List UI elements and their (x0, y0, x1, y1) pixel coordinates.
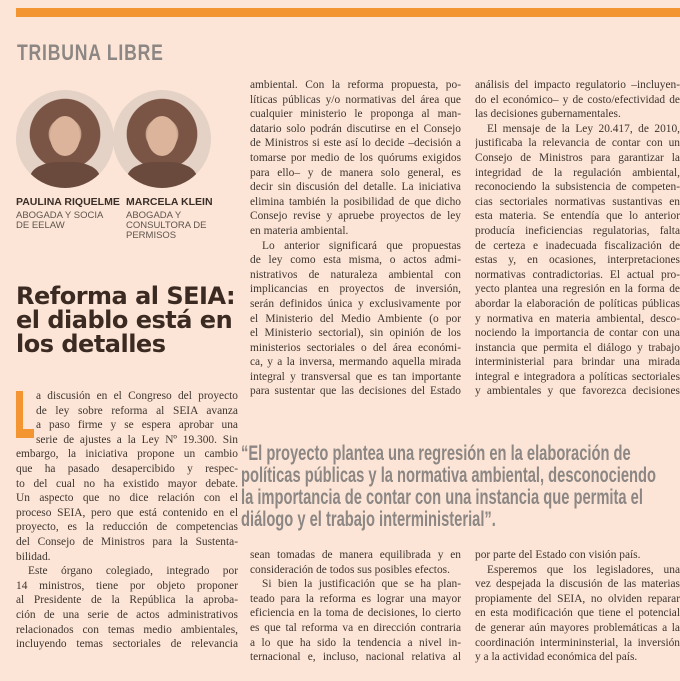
body-text-line: el Ministerio del Medio Ambiente (o por (250, 312, 461, 325)
body-text-line: es que tal reforma va en dirección contraria (250, 621, 461, 634)
body-text-line: y a la actividad económica del país. (475, 651, 638, 664)
body-text-line: líticas públicas y/o normativas del área que (250, 93, 461, 106)
body-text-line: Consejo de Ministros para garantizar la (475, 151, 680, 164)
body-text-line: bilidad. (16, 550, 51, 563)
body-text-line: de certeza e inadecuada fiscalización de (475, 239, 680, 252)
body-text-line: para sustentar que las decisiones del Estado (250, 385, 461, 398)
body-text-line: integridad de la regulación ambiental, (475, 166, 680, 179)
body-text-line: de Ministros si este así lo decide –decisión a (250, 137, 461, 150)
body-text-line: implicancias en proyectos de inversión, (250, 283, 461, 296)
body-text-line: esta materia. Se entendía que lo anterior (475, 210, 680, 223)
body-text-line: a paso firme y se espera aprobar una (36, 419, 238, 432)
body-column-3 (475, 78, 680, 399)
body-text-line: en esta modificación que tiene el potencial (475, 607, 680, 620)
body-text-line: coordinación intermininsterial, la inversión (475, 636, 680, 649)
author-marcela (126, 196, 216, 241)
body-text-line: serán definidos única y exclusivamente por (250, 297, 461, 310)
author-photo-paulina (16, 90, 114, 188)
quote-line: diálogo y el trabajo interministerial”. (241, 508, 496, 531)
body-text-line: teado para la reforma es lograr una mayor (250, 592, 461, 605)
body-text-line: justificaba la relevancia de contar con un (475, 137, 680, 150)
body-text-line: incluyendo temas sectoriales de relevancia (16, 638, 238, 651)
body-text-line: en materia ambiental. (250, 224, 349, 237)
author-photo-marcela (113, 90, 211, 188)
body-text-line: El mensaje de la Ley 20.417, de 2010, (487, 122, 680, 135)
headline (16, 284, 246, 356)
body-text-line: de ley como esta misma, o actos admi- (250, 254, 461, 267)
headline-line: el diablo está en (16, 306, 233, 334)
body-text-line: Consejo revise y apruebe proyectos de ley (250, 210, 461, 223)
body-text-line: to del cual no ha existido mayor debate. (16, 477, 238, 490)
body-text-line: elimina también la posibilidad de que dicho (250, 195, 461, 208)
author-role: ABOGADA Y CONSULTORA DE PERMISOS (126, 210, 207, 241)
body-text-line: do el económico– y de costo/efectividad de (475, 93, 680, 106)
body-text-line: estas y, en ocasiones, interpretaciones (475, 254, 680, 267)
headline-line: los detalles (16, 330, 166, 358)
body-text-line: abordar la elaboración de políticas públicas (475, 297, 680, 310)
body-text-line: integral e integradora a políticas sectoriales (475, 370, 680, 383)
body-text-line: tomarse por medio de los quórums exigidos (250, 151, 461, 164)
body-text-line: integral y transversal que es tan importante (250, 370, 461, 383)
author-role: ABOGADA Y SOCIA DE EELAW (16, 210, 103, 231)
body-text-line: proceso SEIA, pero que está contenido en el (16, 506, 238, 519)
body-text-line: que ha pasado desapercibido y respec- (16, 462, 238, 475)
body-text-line: propiamente del SEIA, no olviden reparar (475, 592, 680, 605)
body-text-line: del Consejo de Ministros para la Sustenta- (16, 535, 238, 548)
body-text-line: 14 ministros, tiene por objeto proponer (16, 579, 238, 592)
body-text-line: producía ineficiencias regulatorias, falta (475, 224, 680, 237)
body-text-line: para ello– y de manera solo general, es (250, 166, 461, 179)
body-column-2 (250, 78, 461, 399)
body-text-line: embargo, la iniciativa propone un cambio (16, 448, 238, 461)
section-title: TRIBUNA LIBRE (17, 40, 164, 65)
body-text-line: nociendo la importancia de contar con una (475, 327, 680, 340)
body-text-line: el Ministerio sectorial), sin opinión de los (250, 327, 461, 340)
body-text-line: interministerial para brindar una mirada (475, 356, 680, 369)
body-text-line: a discusión en el Congreso del proyecto (36, 390, 238, 402)
body-text-line: nistrativos de naturaleza ambiental con (250, 268, 461, 281)
body-text-line: ca, y a la inversa, mermando aquella mirada (250, 356, 461, 369)
body-text-line: a lo que ha sido la tendencia a nivel in- (250, 636, 461, 649)
author-name: PAULINA RIQUELME (16, 196, 120, 208)
body-text-line: instancia que permita el diálogo y trabajo (475, 341, 680, 354)
body-text-line: Un aspecto que no dice relación con el (16, 492, 238, 505)
body-text-line: Este órgano colegiado, integrado por (28, 565, 238, 578)
body-text-line: decir sin discusión del detalle. La iniciativa (250, 181, 461, 194)
body-text-line: de ley sobre reforma al SEIA avanza (36, 404, 238, 417)
body-text-line: por parte del Estado con visión país. (475, 549, 641, 561)
body-text-line: ministerios sectoriales o del área económi- (250, 341, 461, 354)
body-text-line: cualquier ministerio le proponga al man- (250, 108, 461, 121)
body-text-line: al Presidente de la República la aproba- (16, 594, 238, 607)
quote-line: “El proyecto plantea una regresión en la elaboración de (241, 442, 631, 465)
body-text-line: datario solo podrán discutirse en el Consejo (250, 122, 461, 135)
body-text-line: eficiencia en la toma de decisiones, lo cierto (250, 607, 461, 620)
body-text-line: análisis del impacto regulatorio –incluyen- (475, 79, 680, 91)
author-paulina (16, 196, 120, 231)
body-text-line: reconociendo la subsistencia de competen- (475, 181, 680, 194)
body-text-line: sean tomadas de manera equilibrada y en (250, 549, 461, 561)
body-text-line: consideración de todos sus posibles efectos. (250, 563, 450, 576)
pull-quote (241, 443, 656, 531)
body-text-line: cias sectoriales normativas sustantivas en (475, 195, 680, 208)
quote-line: la importancia de contar con una instancia que permita el (241, 486, 643, 509)
quote-line: políticas públicas y la normativa ambiental, desconociendo (241, 464, 656, 487)
body-text-line: Si bien la justificación que se ha plan- (262, 578, 461, 591)
body-text-line: serie de ajustes a la Ley Nº 19.300. Sin (36, 433, 238, 446)
body-text-line: y normativa en materia ambiental, desco- (475, 312, 680, 325)
section-color-bar (16, 8, 680, 17)
body-text-line: normativas contradictorias. El actual pro- (475, 268, 680, 281)
body-text-line: las decisiones gubernamentales. (475, 108, 621, 121)
author-name: MARCELA KLEIN (126, 196, 213, 208)
body-text-line: relacionados con temas medio ambientales, (16, 623, 238, 636)
body-column-1 (16, 389, 238, 652)
body-text-line: ternacional e, incluso, nacional relativa al (250, 651, 461, 664)
body-column-2-bottom (250, 548, 461, 665)
body-text-line: Lo anterior significará que propuestas (262, 239, 461, 252)
body-text-line: de generar aún mayores problemáticas a la (475, 621, 680, 634)
body-text-line: ambiental. Con la reforma propuesta, po- (250, 79, 461, 91)
body-text-line: yecto plantea una regresión en la forma de (475, 283, 680, 296)
headline-line: Reforma al SEIA: (16, 282, 236, 310)
body-text-line: proyecto, es la reducción de competencias (16, 521, 238, 534)
body-text-line: y ambientales y que favorezca decisiones (475, 385, 680, 398)
body-text-line: Esperemos que los legisladores, una (487, 563, 680, 576)
body-column-3-bottom (475, 548, 680, 665)
body-text-line: vez despejada la discusión de las materias (475, 578, 680, 591)
body-text-line: ción de una serie de actos administrativos (16, 608, 238, 621)
